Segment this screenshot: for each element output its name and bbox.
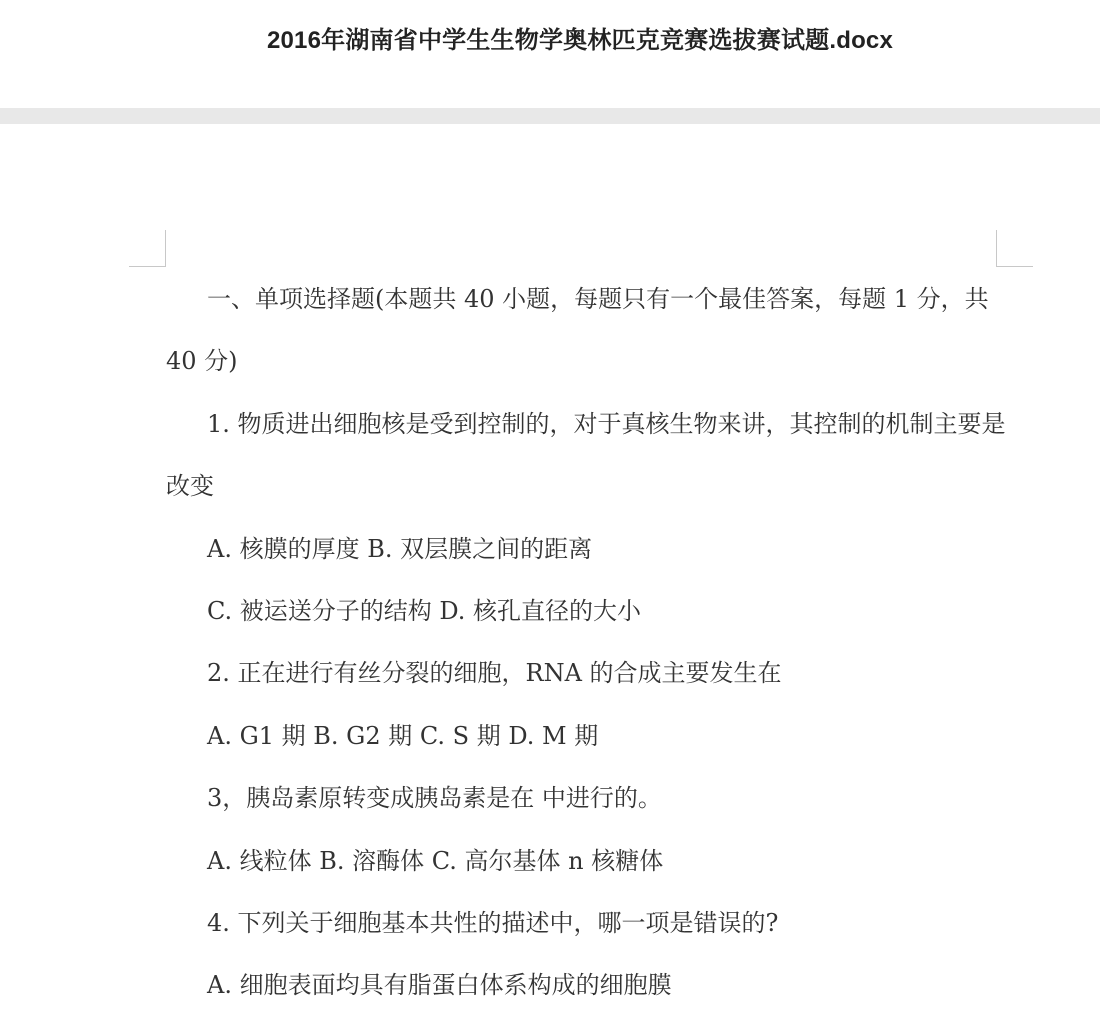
- question-1-options-ab: A. 核膜的厚度 B. 双层膜之间的距离: [207, 534, 593, 563]
- question-4: 4. 下列关于细胞基本共性的描述中，哪一项是错误的?: [207, 909, 779, 938]
- margin-corner-top-right: [996, 230, 1033, 267]
- document-page: [0, 124, 1100, 1000]
- question-3-options: A. 线粒体 B. 溶酶体 C. 高尔基体 n 核糖体: [207, 846, 664, 875]
- title-bar: [0, 0, 1100, 108]
- question-2-options: A. G1 期 B. G2 期 C. S 期 D. M 期: [207, 721, 599, 750]
- document-body: [166, 268, 1006, 1017]
- question-3: 3，胰岛素原转变成胰岛素是在 中进行的。: [207, 784, 662, 813]
- document-title: 2016年湖南省中学生生物学奥林匹克竞赛选拔赛试题.docx: [266, 27, 894, 54]
- question-4-option-a: A. 细胞表面均具有脂蛋白体系构成的细胞膜: [207, 971, 672, 1000]
- section-heading: 一、单项选择题(本题共 40 小题，每题只有一个最佳答案，每题 1 分，共 40 分): [166, 285, 989, 376]
- page-separator: [0, 108, 1100, 125]
- question-1-options-cd: C. 被运送分子的结构 D. 核孔直径的大小: [207, 597, 642, 626]
- margin-corner-top-left: [129, 230, 166, 267]
- question-1: 1. 物质进出细胞核是受到控制的，对于真核生物来讲，其控制的机制主要是改变: [166, 409, 1006, 501]
- question-2: 2. 正在进行有丝分裂的细胞，RNA 的合成主要发生在: [207, 659, 782, 688]
